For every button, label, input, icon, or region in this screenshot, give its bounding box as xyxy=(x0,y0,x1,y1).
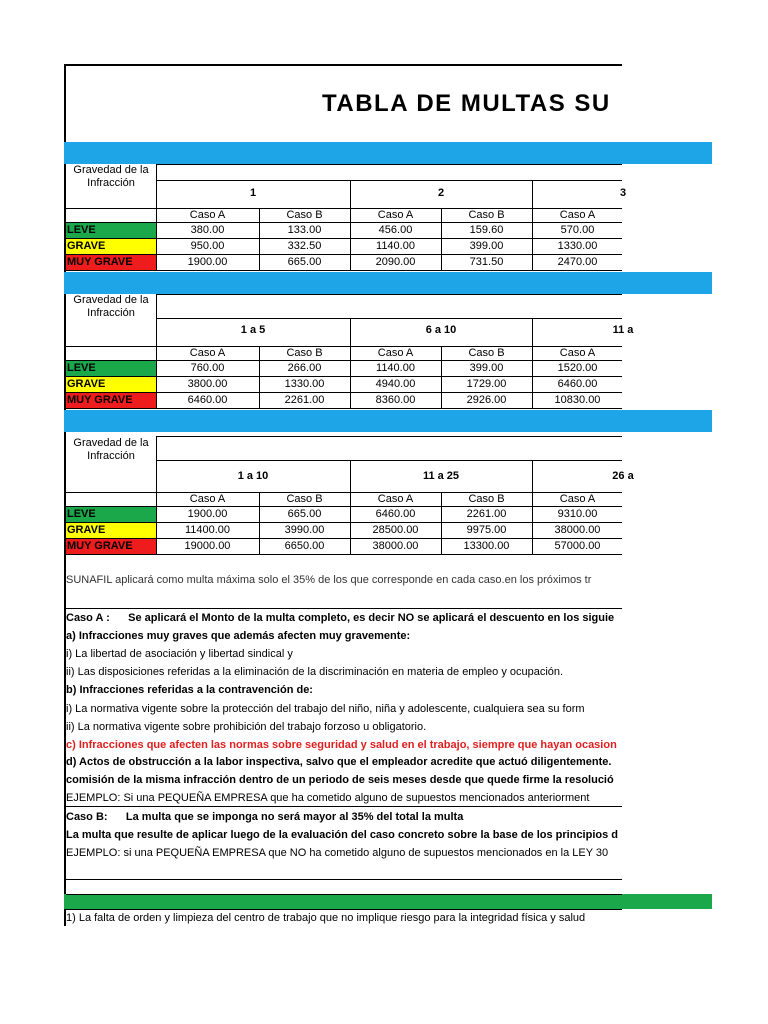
table1-value-cell: 399.00 xyxy=(469,240,504,252)
table2-header-gravedad: Gravedad de la Infracción xyxy=(73,294,149,319)
footer-line: 1) La falta de orden y limpieza del centro de trabajo que no implique riesgo para la integridad física y salud xyxy=(66,912,586,924)
line-a-i: i) La libertad de asociación y libertad sindical y xyxy=(66,648,293,660)
caso-b-line2: La multa que resulte de aplicar luego de la evaluación del caso concreto sobre la base de los principios d xyxy=(66,829,619,841)
table1-value-cell: 570.00 xyxy=(560,224,595,236)
table2-value-cell: 1729.00 xyxy=(466,378,507,390)
table1-header-gravedad: Gravedad de la Infracción xyxy=(73,164,149,189)
table1-case: Caso A xyxy=(377,209,414,221)
table2-case: Caso B xyxy=(468,347,505,359)
line-b-title: b) Infracciones referidas a la contravención de: xyxy=(66,684,313,696)
table2-value-cell: 760.00 xyxy=(190,362,225,374)
table2-group-1: 1 a 5 xyxy=(240,324,266,336)
table3-value-cell: 9975.00 xyxy=(466,524,507,536)
table3-value-cell: 665.00 xyxy=(287,508,322,520)
table2-row-leve-label: LEVE xyxy=(66,361,156,376)
table1-value-cell: 159.60 xyxy=(469,224,504,236)
table1-group-1: 1 xyxy=(249,187,257,199)
table2-value-cell: 8360.00 xyxy=(375,394,416,406)
table1-value-cell: 950.00 xyxy=(190,240,225,252)
caso-b-line xyxy=(66,808,463,826)
table2-value-cell: 1140.00 xyxy=(376,362,415,374)
table1-group-3: 3 xyxy=(619,187,627,199)
table1-row-grave-label: GRAVE xyxy=(66,239,156,254)
table1-value-cell: 2470.00 xyxy=(557,256,598,268)
table3-value-cell: 6460.00 xyxy=(375,508,416,520)
table3-value-cell: 2261.00 xyxy=(466,508,507,520)
sunafil-note: SUNAFIL aplicará como multa máxima solo el 35% de los que corresponde en cada caso.en los próximos tr xyxy=(66,574,592,586)
table3-case: Caso B xyxy=(468,493,505,505)
line-d-cont: comisión de la misma infracción dentro de un periodo de seis meses desde que quede firme la resolució xyxy=(66,774,614,786)
table1-value-cell: 1140.00 xyxy=(376,240,415,252)
line-b-ii: ii) La normativa vigente sobre prohibición del trabajo forzoso u obligatorio. xyxy=(66,721,427,733)
table1-value-cell: 665.00 xyxy=(287,256,322,268)
table2-group-3: 11 a xyxy=(612,324,634,336)
table3-value-cell: 9310.00 xyxy=(557,508,598,520)
table3-case: Caso A xyxy=(377,493,414,505)
table3-case: Caso B xyxy=(286,493,323,505)
table3-value-cell: 11400.00 xyxy=(184,524,231,536)
table3-group-2: 11 a 25 xyxy=(422,470,460,482)
ejemplo-b: EJEMPLO: si una PEQUEÑA EMPRESA que NO ha cometido alguno de supuestos mencionados en la LEY 30 xyxy=(66,847,609,859)
table2-value-cell: 6460.00 xyxy=(187,394,228,406)
line-a-title: a) Infracciones muy graves que además afecten muy gravemente: xyxy=(66,630,411,642)
table1-row-muy-grave-label: MUY GRAVE xyxy=(66,255,156,270)
table3-value-cell: 38000.00 xyxy=(554,524,601,536)
table2-value-cell: 1520.00 xyxy=(557,362,598,374)
caso-a-label: Caso A : xyxy=(66,612,110,624)
table1-value-cell: 380.00 xyxy=(190,224,225,236)
table3-value-cell: 38000.00 xyxy=(372,540,419,552)
table2-value-cell: 10830.00 xyxy=(554,394,601,406)
table2-value-cell: 2261.00 xyxy=(284,394,325,406)
table2-value-cell: 3800.00 xyxy=(187,378,228,390)
table3-row-leve-label: LEVE xyxy=(66,507,156,522)
table2-row-grave-label: GRAVE xyxy=(66,377,156,392)
table3-value-cell: 6650.00 xyxy=(284,540,325,552)
table1-value-cell: 456.00 xyxy=(378,224,413,236)
ejemplo-a: EJEMPLO: Si una PEQUEÑA EMPRESA que ha cometido alguno de supuestos mencionados anteriorment xyxy=(66,792,590,804)
caso-a-text: Se aplicará el Monto de la multa completo, es decir NO se aplicará el descuento en los siguie xyxy=(128,612,615,624)
table2-case: Caso A xyxy=(377,347,414,359)
table3-group-1: 1 a 10 xyxy=(237,470,269,482)
table1-value-cell: 731.50 xyxy=(469,256,504,268)
table3-value-cell: 13300.00 xyxy=(463,540,510,552)
table2-case: Caso B xyxy=(286,347,323,359)
caso-b-label: Caso B: xyxy=(66,811,108,823)
table1-case: Caso B xyxy=(286,209,323,221)
table2-case: Caso A xyxy=(189,347,226,359)
table2-group-2: 6 a 10 xyxy=(425,324,457,336)
table1-group-2: 2 xyxy=(437,187,445,199)
table3-row-grave-label: GRAVE xyxy=(66,523,156,538)
table3-group-3: 26 a xyxy=(612,470,634,482)
table2-row-muy-grave-label: MUY GRAVE xyxy=(66,393,156,408)
table3-value-cell: 57000.00 xyxy=(554,540,601,552)
table2-value-cell: 266.00 xyxy=(287,362,322,374)
table2-value-cell: 4940.00 xyxy=(375,378,416,390)
line-b-i: i) La normativa vigente sobre la protección del trabajo del niño, niña y adolescente, cualquiera sea su form xyxy=(66,703,585,715)
table2-value-cell: 6460.00 xyxy=(557,378,598,390)
line-d: d) Actos de obstrucción a la labor inspectiva, salvo que el empleador acredite que actuó diligentemente. xyxy=(66,756,612,768)
caso-b-text: La multa que se imponga no será mayor al 35% del total la multa xyxy=(125,811,464,823)
table3-value-cell: 1900.00 xyxy=(187,508,228,520)
table3-row-muy-grave-label: MUY GRAVE xyxy=(66,539,156,554)
table2-value-cell: 399.00 xyxy=(469,362,504,374)
line-c: c) Infracciones que afecten las normas sobre seguridad y salud en el trabajo, siempre que hayan ocasion xyxy=(66,739,617,751)
table3-case: Caso A xyxy=(559,493,596,505)
table1-row-leve-label: LEVE xyxy=(66,223,156,238)
table2-case: Caso A xyxy=(559,347,596,359)
table1-case: Caso A xyxy=(189,209,226,221)
table1-value-cell: 1330.00 xyxy=(557,240,598,252)
table1-case: Caso A xyxy=(559,209,596,221)
table1-case: Caso B xyxy=(468,209,505,221)
table3-case: Caso A xyxy=(189,493,226,505)
table1-value-cell: 2090.00 xyxy=(375,256,416,268)
table3-value-cell: 28500.00 xyxy=(372,524,419,536)
table3-value-cell: 3990.00 xyxy=(284,524,325,536)
caso-a-line xyxy=(66,609,614,627)
page-title: TABLA DE MULTAS SU xyxy=(322,90,611,117)
table1-value-cell: 133.00 xyxy=(287,224,322,236)
table1-value-cell: 1900.00 xyxy=(187,256,228,268)
table2-value-cell: 1330.00 xyxy=(284,378,325,390)
table3-value-cell: 19000.00 xyxy=(184,540,231,552)
table3-header-gravedad: Gravedad de la Infracción xyxy=(73,437,149,462)
line-a-ii: ii) Las disposiciones referidas a la eliminación de la discriminación en materia de empleo y ocupación. xyxy=(66,666,564,678)
table1-value-cell: 332.50 xyxy=(287,240,322,252)
table2-value-cell: 2926.00 xyxy=(466,394,507,406)
